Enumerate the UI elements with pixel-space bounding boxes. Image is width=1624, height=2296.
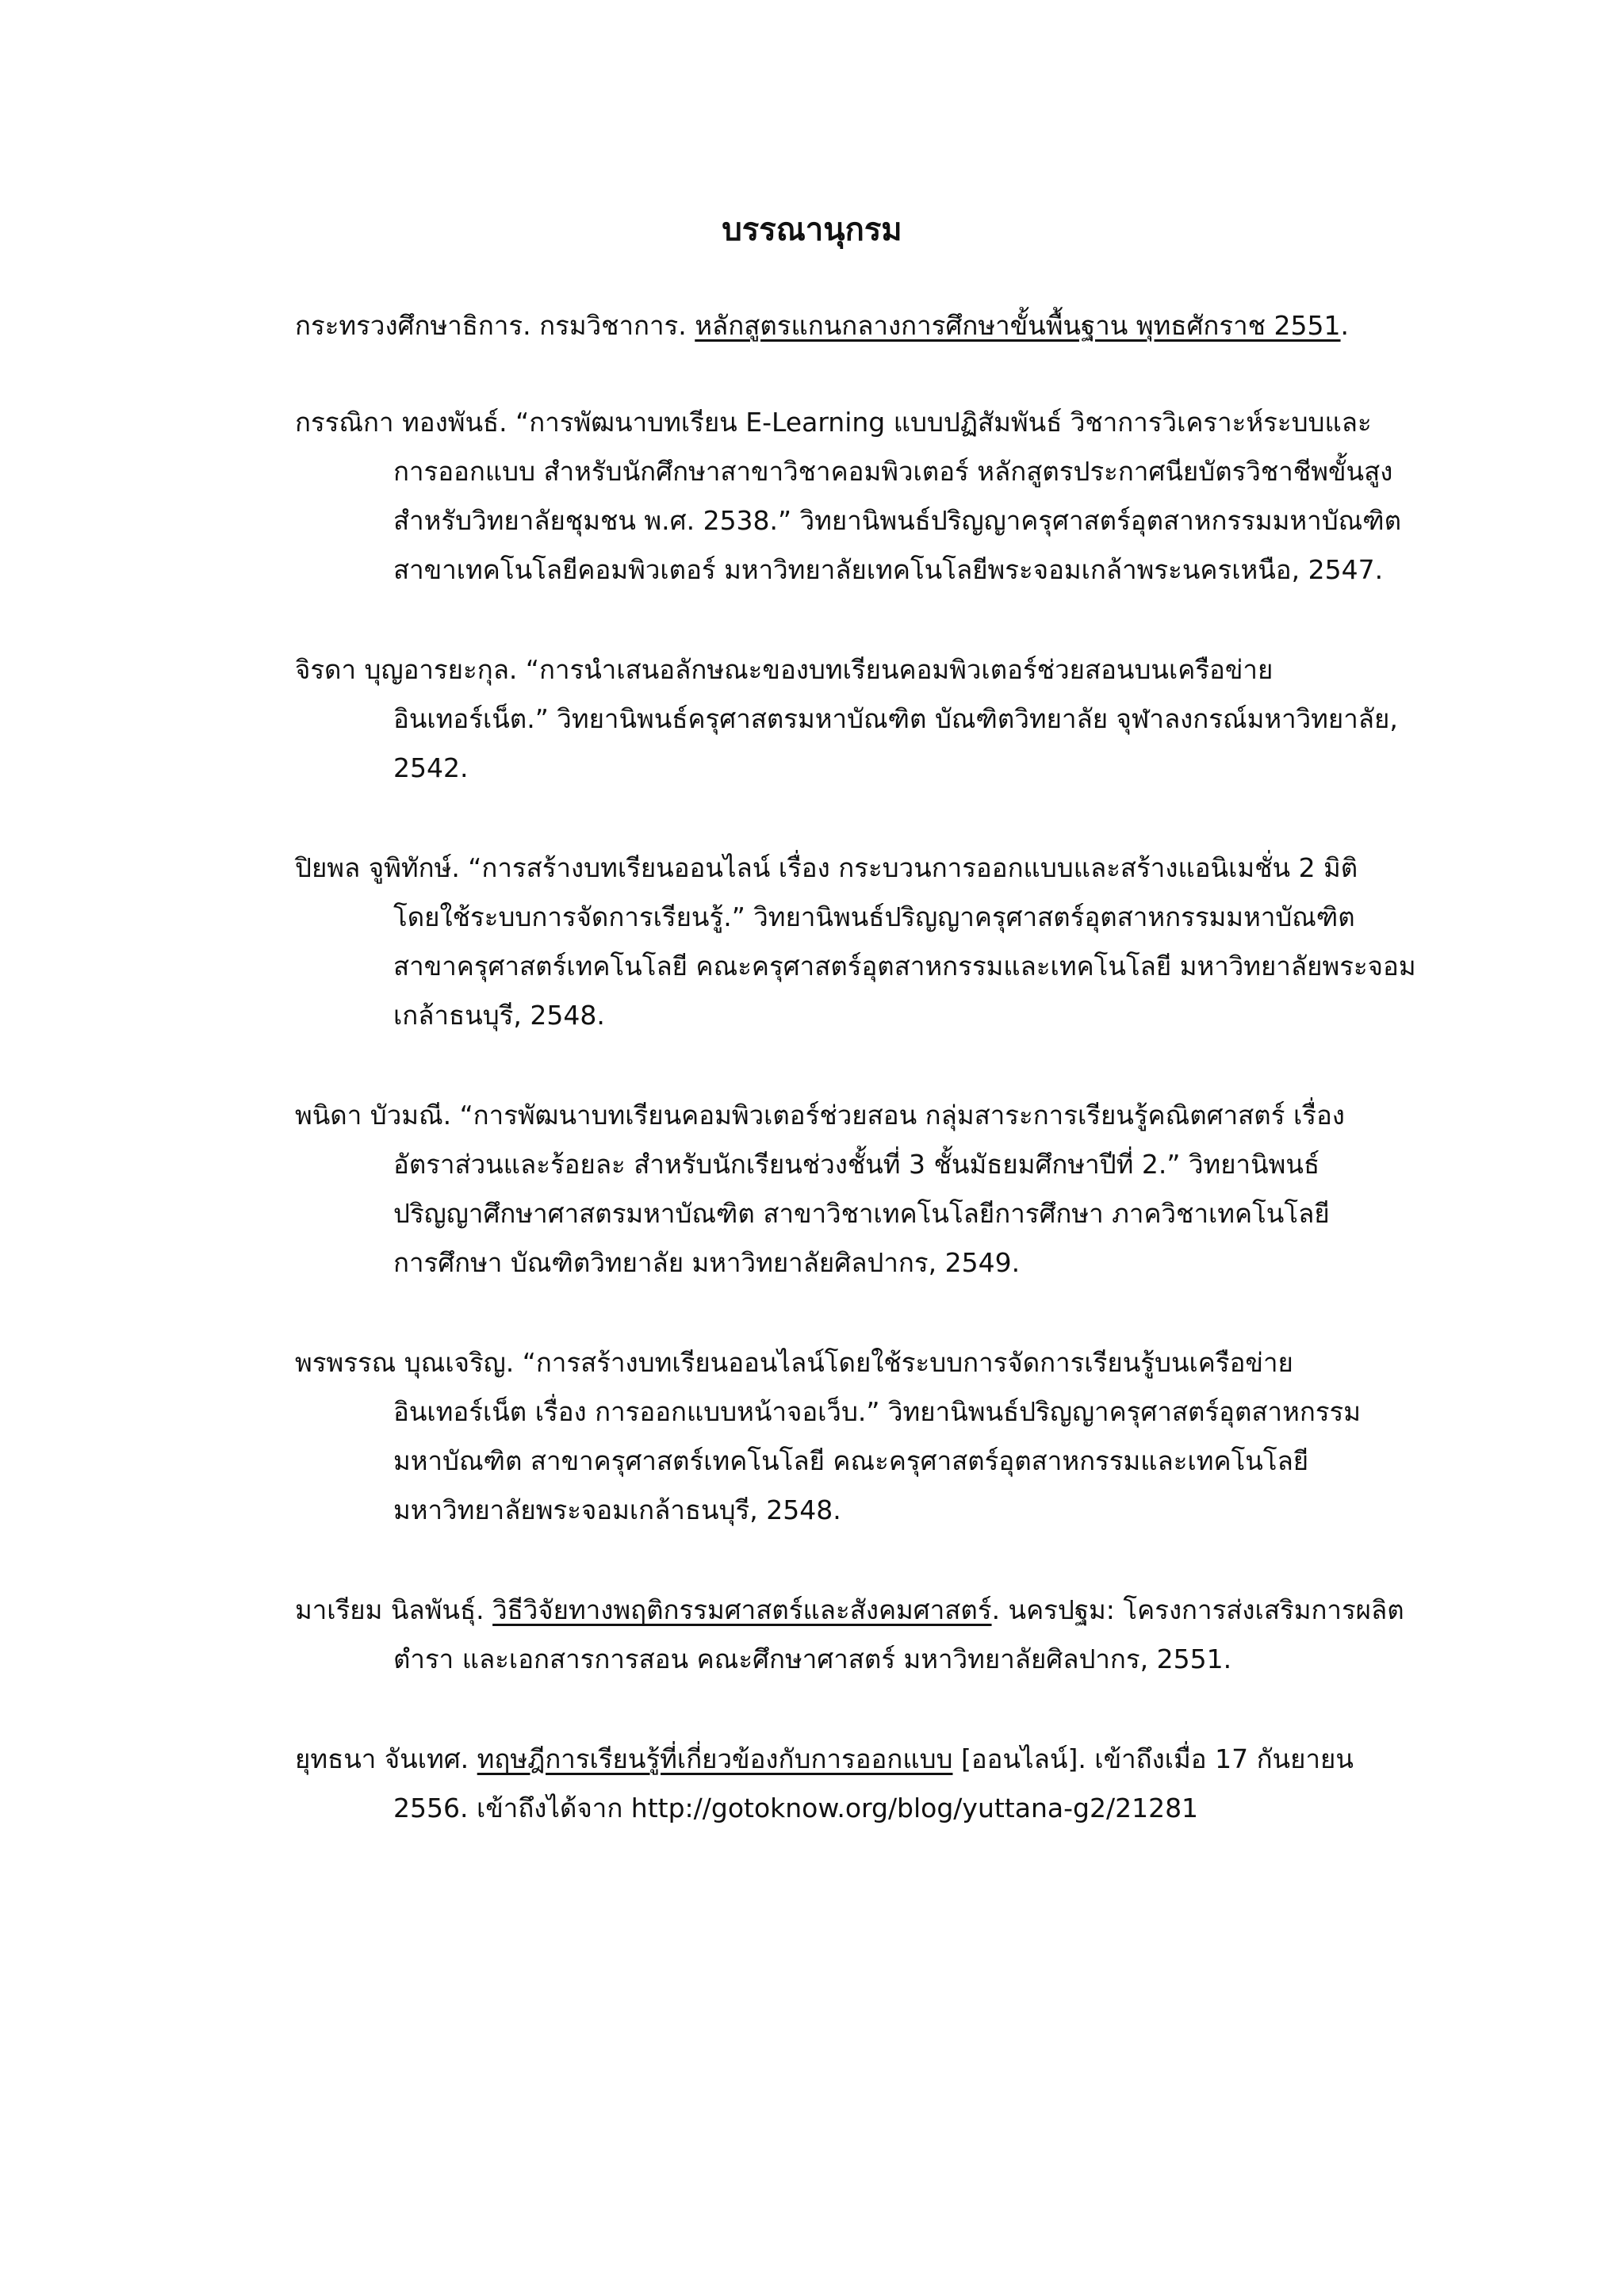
reference-line xyxy=(295,1586,1437,1635)
reference-text: อินเทอร์เน็ต เรื่อง การออกแบบหน้าจอเว็บ.” วิทยานิพนธ์ปริญญาครุศาสตร์อุตสาหกรรม xyxy=(393,1396,1362,1427)
reference-text: จิรดา บุญอารยะกุล. “การนำเสนอลักษณะของบทเรียนคอมพิวเตอร์ช่วยสอนบนเครือข่าย xyxy=(295,654,1274,685)
reference-text: . xyxy=(1340,310,1350,341)
reference-text: พรพรรณ บุณเจริญ. “การสร้างบทเรียนออนไลน์โดยใช้ระบบการจัดการเรียนรู้บนเครือข่าย xyxy=(295,1347,1293,1378)
reference-text: โดยใช้ระบบการจัดการเรียนรู้.” วิทยานิพนธ์ปริญญาครุศาสตร์อุตสาหกรรมมหาบัณฑิต xyxy=(393,901,1355,932)
reference-line xyxy=(295,545,1437,595)
reference-line xyxy=(295,645,1437,695)
reference-line xyxy=(295,1486,1437,1535)
reference-line xyxy=(295,1091,1437,1140)
reference-line xyxy=(295,1189,1437,1238)
reference-line xyxy=(295,1735,1437,1784)
reference-text: สาขาครุศาสตร์เทคโนโลยี คณะครุศาสตร์อุตสาหกรรมและเทคโนโลยี มหาวิทยาลัยพระจอม xyxy=(393,951,1416,982)
reference-text: การออกแบบ สำหรับนักศึกษาสาขาวิชาคอมพิวเตอร์ หลักสูตรประกาศนียบัตรวิชาชีพขั้นสูง xyxy=(393,456,1393,487)
reference-line xyxy=(295,1387,1437,1437)
reference-entry xyxy=(295,844,1437,1040)
reference-text: สำหรับวิทยาลัยชุมชน พ.ศ. 2538.” วิทยานิพนธ์ปริญญาครุศาสตร์อุตสาหกรรมมหาบัณฑิต xyxy=(393,505,1402,536)
reference-text: กระทรวงศึกษาธิการ. กรมวิชาการ. xyxy=(295,310,695,341)
reference-text: อินเทอร์เน็ต.” วิทยานิพนธ์ครุศาสตรมหาบัณฑิต บัณฑิตวิทยาลัย จุฬาลงกรณ์มหาวิทยาลัย, xyxy=(393,703,1398,734)
reference-line xyxy=(295,1338,1437,1387)
reference-line xyxy=(295,1437,1437,1486)
page-title: บรรณานุกรม xyxy=(722,212,902,248)
reference-line xyxy=(295,1635,1437,1684)
reference-line xyxy=(295,744,1437,793)
reference-title-underlined: ทฤษฎีการเรียนรู้ที่เกี่ยวข้องกับการออกแบบ xyxy=(477,1743,953,1774)
reference-text: การศึกษา บัณฑิตวิทยาลัย มหาวิทยาลัยศิลปากร, 2549. xyxy=(393,1247,1021,1278)
reference-text: มาเรียม นิลพันธุ์. xyxy=(295,1594,493,1625)
reference-line xyxy=(295,844,1437,893)
reference-text: พนิดา บัวมณี. “การพัฒนาบทเรียนคอมพิวเตอร์ช่วยสอน กลุ่มสาระการเรียนรู้คณิตศาสตร์ เรื่อง xyxy=(295,1100,1345,1131)
reference-text: [ออนไลน์]. เข้าถึงเมื่อ 17 กันยายน xyxy=(952,1743,1354,1774)
reference-text: สาขาเทคโนโลยีคอมพิวเตอร์ มหาวิทยาลัยเทคโนโลยีพระจอมเกล้าพระนครเหนือ, 2547. xyxy=(393,554,1384,585)
reference-text: เกล้าธนบุรี, 2548. xyxy=(393,1000,605,1031)
reference-entry xyxy=(295,1338,1437,1535)
reference-text: มหาวิทยาลัยพระจอมเกล้าธนบุรี, 2548. xyxy=(393,1494,841,1525)
reference-title-underlined: วิธีวิจัยทางพฤติกรรมศาสตร์และสังคมศาสตร์ xyxy=(492,1594,992,1625)
reference-text: . นครปฐม: โครงการส่งเสริมการผลิต xyxy=(991,1594,1404,1625)
reference-entry xyxy=(295,1735,1437,1833)
reference-entry xyxy=(295,1586,1437,1684)
reference-line xyxy=(295,496,1437,545)
reference-text: ปริญญาศึกษาศาสตรมหาบัณฑิต สาขาวิชาเทคโนโลยีการศึกษา ภาควิชาเทคโนโลยี xyxy=(393,1198,1330,1229)
reference-text: 2556. เข้าถึงได้จาก http://gotoknow.org/blog/yuttana-g2/21281 xyxy=(393,1793,1199,1823)
reference-line xyxy=(295,398,1437,447)
reference-entry xyxy=(295,301,1437,350)
reference-line xyxy=(295,991,1437,1040)
reference-line xyxy=(295,447,1437,496)
reference-line xyxy=(295,301,1437,350)
reference-line xyxy=(295,1140,1437,1189)
reference-text: อัตราส่วนและร้อยละ สำหรับนักเรียนช่วงชั้นที่ 3 ชั้นมัธยมศึกษาปีที่ 2.” วิทยานิพนธ์ xyxy=(393,1149,1320,1180)
reference-entry xyxy=(295,398,1437,595)
reference-line xyxy=(295,942,1437,991)
reference-text: ยุทธนา จันเทศ. xyxy=(295,1743,477,1774)
reference-line xyxy=(295,1784,1437,1833)
reference-line xyxy=(295,695,1437,744)
reference-entry xyxy=(295,645,1437,793)
reference-text: ปิยพล จูพิทักษ์. “การสร้างบทเรียนออนไลน์ เรื่อง กระบวนการออกแบบและสร้างแอนิเมชั่น 2 มิติ xyxy=(295,852,1358,883)
reference-text: มหาบัณฑิต สาขาครุศาสตร์เทคโนโลยี คณะครุศาสตร์อุตสาหกรรมและเทคโนโลยี xyxy=(393,1445,1309,1476)
reference-line xyxy=(295,893,1437,942)
reference-list xyxy=(295,301,1437,1884)
reference-line xyxy=(295,1238,1437,1288)
reference-text: กรรณิกา ทองพันธ์. “การพัฒนาบทเรียน E-Learning แบบปฏิสัมพันธ์ วิชาการวิเคราะห์ระบบและ xyxy=(295,407,1372,438)
reference-entry xyxy=(295,1091,1437,1288)
reference-text: ตำรา และเอกสารการสอน คณะศึกษาศาสตร์ มหาวิทยาลัยศิลปากร, 2551. xyxy=(393,1644,1232,1674)
reference-title-underlined: หลักสูตรแกนกลางการศึกษาขั้นพื้นฐาน พุทธศักราช 2551 xyxy=(695,310,1341,341)
reference-text: 2542. xyxy=(393,752,469,783)
